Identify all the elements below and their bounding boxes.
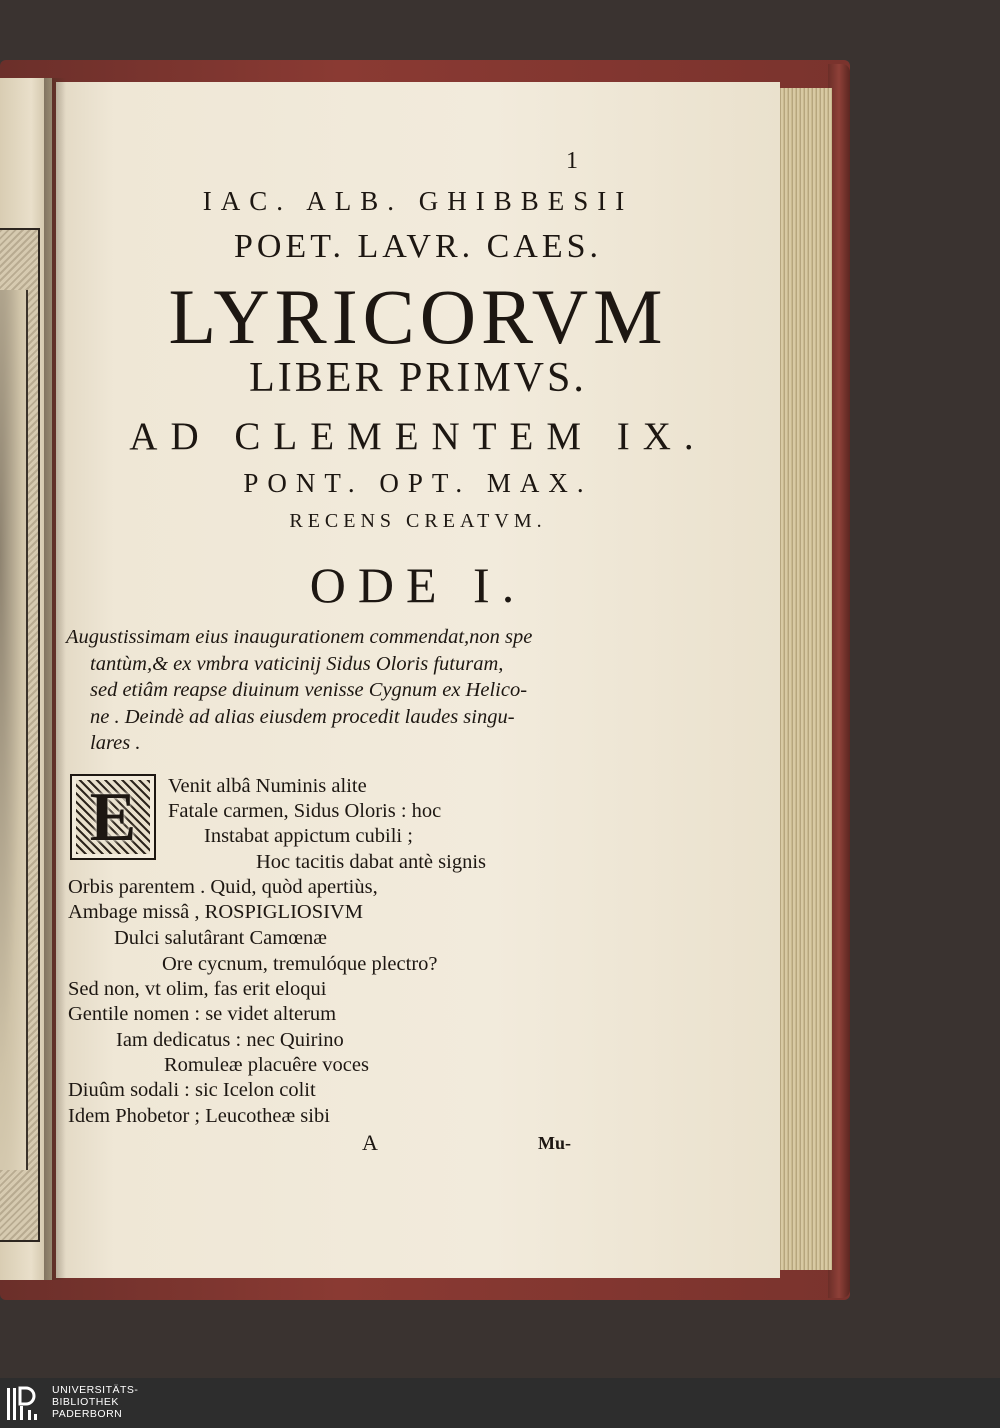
verse-line: Idem Phobetor ; Leucotheæ sibi: [68, 1105, 330, 1127]
liber-line: LIBER PRIMVS.: [249, 355, 587, 401]
verse-line: Ambage missâ , ROSPIGLIOSIVM: [68, 901, 363, 923]
library-name: [52, 1384, 138, 1420]
engraved-plate: [0, 228, 40, 1242]
decorated-initial: [70, 774, 156, 860]
page-number: 1: [566, 148, 578, 174]
verse-line: Orbis parentem . Quid, quòd apertiùs,: [68, 876, 378, 898]
verse-line: Hoc tacitis dabat antè signis: [256, 851, 486, 873]
argument-line: tantùm,& ex vmbra vaticinij Sidus Oloris futuram,: [90, 652, 504, 675]
argument-block: [66, 624, 626, 757]
verse-line: Dulci salutârant Camœnæ: [114, 927, 327, 949]
verse-line: Instabat appictum cubili ;: [204, 825, 413, 847]
verse-line: Gentile nomen : se videt alterum: [68, 1003, 337, 1025]
argument-line: sed etiâm reapse diuinum venisse Cygnum ex Helico-: [90, 679, 528, 701]
library-logo-icon: [6, 1384, 44, 1424]
bleed-through: [420, 150, 760, 175]
argument-line: Augustissimam eius inaugurationem commendat,non spe: [66, 626, 533, 648]
plate-illustration: [0, 290, 28, 1170]
verse-line: Romuleæ placuêre voces: [164, 1054, 369, 1076]
recens-line: RECENS CREATVM.: [289, 510, 547, 532]
library-footer: [0, 1378, 1000, 1428]
argument-line: ne . Deindè ad alias eiusdem procedit laudes singu-: [90, 705, 515, 728]
dedication-line: AD CLEMENTEM IX.: [129, 415, 707, 458]
main-title: LYRICORVM: [168, 273, 668, 360]
verse-line: Ore cycnum, tremulóque plectro?: [162, 953, 438, 975]
signature-mark: A: [362, 1130, 378, 1155]
library-name-line: UNIVERSITÄTS-: [52, 1384, 139, 1396]
author-line: IAC. ALB. GHIBBESII: [202, 186, 634, 216]
argument-line: lares .: [90, 732, 141, 754]
catchword: Mu-: [538, 1133, 571, 1153]
verse-line: Diuûm sodali : sic Icelon colit: [68, 1079, 316, 1101]
verse-line: Fatale carmen, Sidus Oloris : hoc: [168, 800, 442, 822]
page-edges: [778, 88, 832, 1270]
initial-letter: E: [89, 779, 137, 856]
library-name-line: PADERBORN: [52, 1408, 123, 1420]
verse-line: Sed non, vt olim, fas erit eloqui: [68, 978, 327, 1000]
pont-line: PONT. OPT. MAX.: [243, 468, 593, 498]
ode-title: ODE I.: [309, 557, 527, 613]
subtitle-line: POET. LAVR. CAES.: [233, 228, 603, 265]
verse-line: Iam dedicatus : nec Quirino: [116, 1029, 344, 1051]
library-name-line: BIBLIOTHEK: [52, 1396, 119, 1408]
verse-line: Venit albâ Numinis alite: [168, 775, 367, 797]
